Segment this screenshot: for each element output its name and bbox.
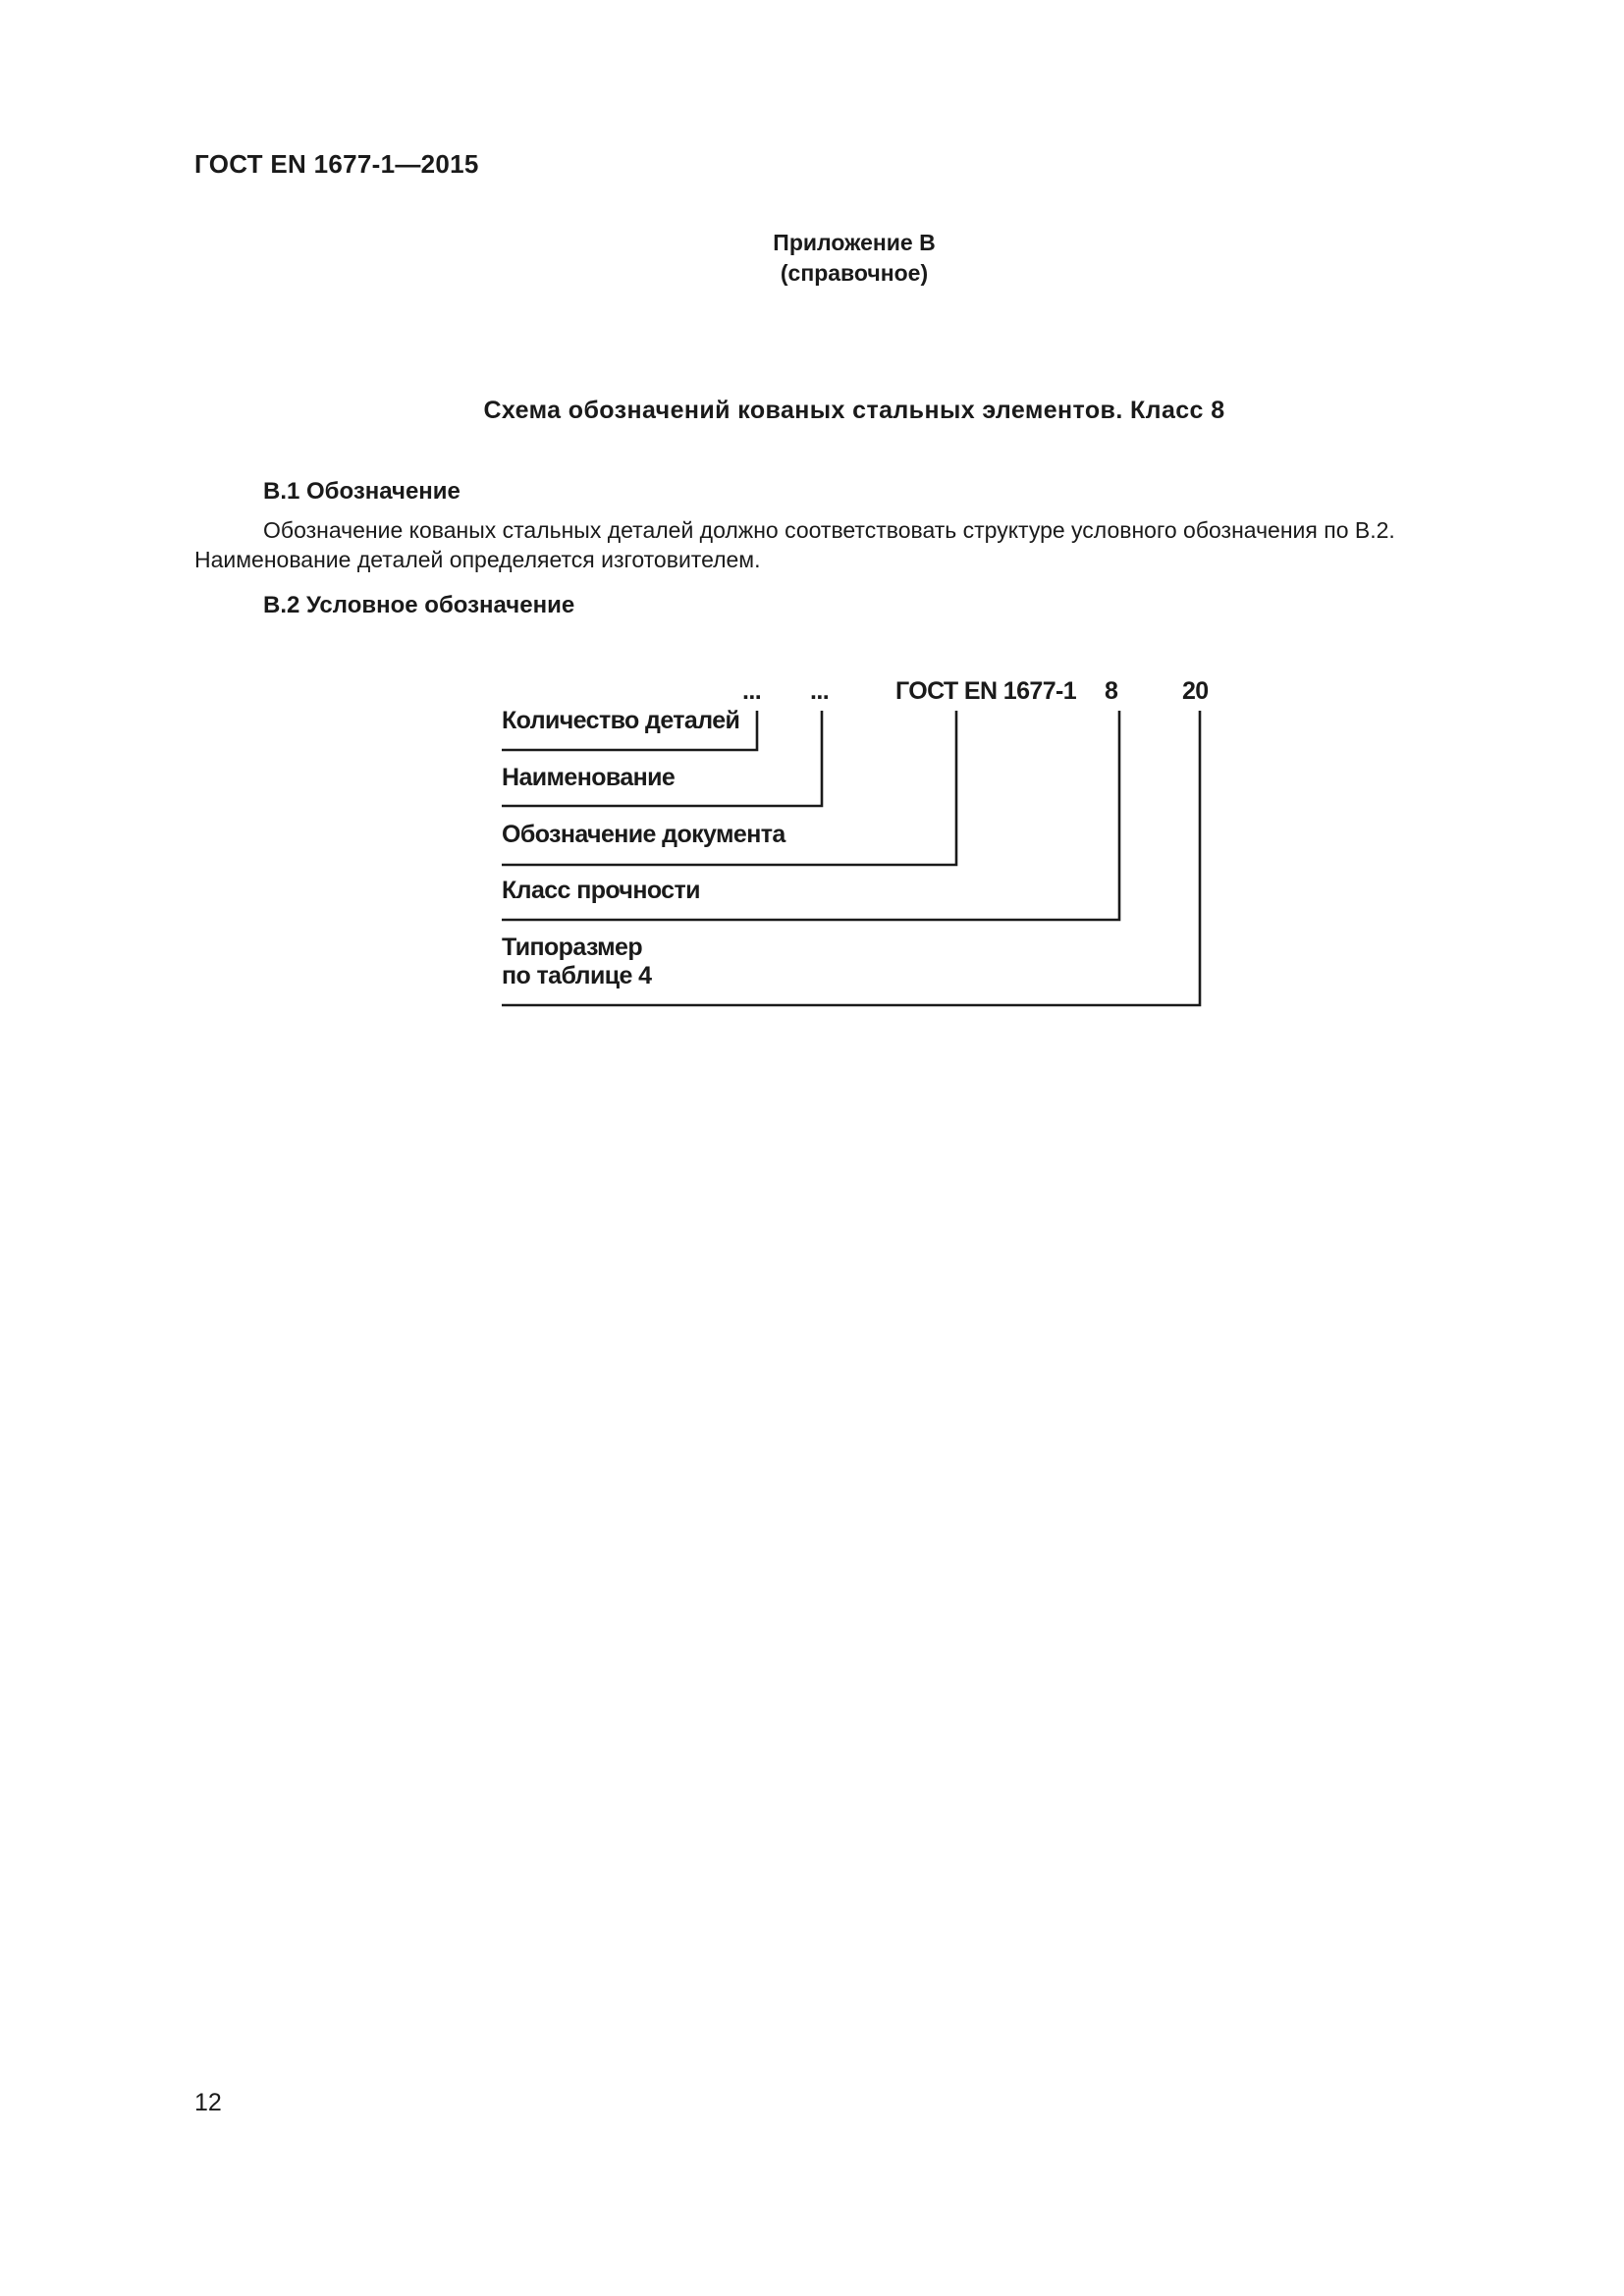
section-b2-heading: В.2 Условное обозначение xyxy=(263,592,575,618)
label-document: Обозначение документа xyxy=(502,821,785,848)
designation-diagram xyxy=(489,666,1235,1019)
leader-size xyxy=(502,711,1200,1005)
label-quantity: Количество деталей xyxy=(502,707,740,734)
appendix-title: Приложение В xyxy=(773,230,936,255)
code-document: ГОСТ EN 1677-1 xyxy=(895,677,1077,705)
code-name: ... xyxy=(810,677,830,705)
document-header: ГОСТ EN 1677-1—2015 xyxy=(194,149,479,179)
label-size-line2: по таблице 4 xyxy=(502,962,652,989)
label-strength-class: Класс прочности xyxy=(502,877,700,904)
label-size-line1: Типоразмер xyxy=(502,934,643,961)
code-quantity: ... xyxy=(742,677,762,705)
code-strength-class: 8 xyxy=(1105,677,1118,705)
code-size: 20 xyxy=(1182,677,1209,705)
page-number: 12 xyxy=(194,2089,222,2116)
document-title: Схема обозначений кованых стальных элементов. Класс 8 xyxy=(483,397,1225,424)
section-b1-paragraph: Обозначение кованых стальных деталей должно соответствовать структуре условного обозначения по В.2. Наименование деталей определяется изготовителем. xyxy=(194,517,1395,572)
label-name: Наименование xyxy=(502,764,676,791)
appendix-status: (справочное) xyxy=(780,260,929,286)
section-b1-heading: В.1 Обозначение xyxy=(263,478,460,505)
